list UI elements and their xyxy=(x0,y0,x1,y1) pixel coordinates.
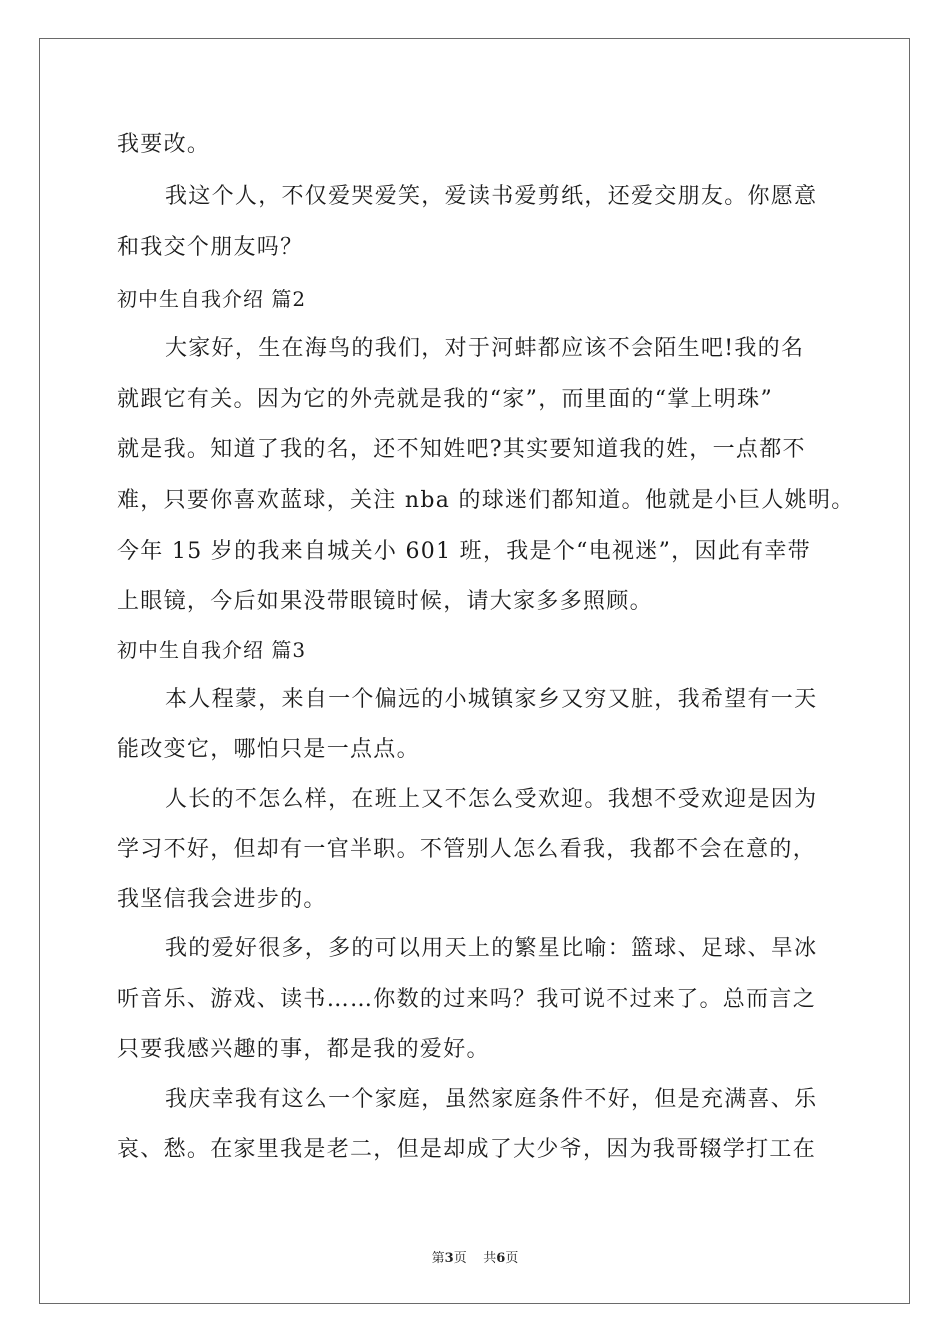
text-line: 只要我感兴趣的事，都是我的爱好。 xyxy=(117,1037,490,1062)
text-line: 大家好，生在海鸟的我们，对于河蚌都应该不会陌生吧!我的名 xyxy=(165,336,805,361)
text-line: 就是我。知道了我的名，还不知姓吧?其实要知道我的姓，一点都不 xyxy=(117,437,806,462)
text-line: 就跟它有关。因为它的外壳就是我的“家”，而里面的“掌上明珠” xyxy=(117,387,773,412)
text-line: 和我交个朋友吗？ xyxy=(117,235,304,260)
text-line: 今年 15 岁的我来自城关小 601 班，我是个“电视迷”，因此有幸带 xyxy=(117,539,811,564)
text-line: 人长的不怎么样，在班上又不怎么受欢迎。我想不受欢迎是因为 xyxy=(165,787,818,812)
text-line: 哀、愁。在家里我是老二，但是却成了大少爷，因为我哥辍学打工在 xyxy=(117,1137,817,1162)
text-line: 本人程蒙，来自一个偏远的小城镇家乡又穷又脏，我希望有一天 xyxy=(165,687,818,712)
text-line: 能改变它，哪怕只是一点点。 xyxy=(117,737,420,762)
text-line: 我庆幸我有这么一个家庭，虽然家庭条件不好，但是充满喜、乐 xyxy=(165,1087,818,1112)
section-heading: 初中生自我介绍 篇2 xyxy=(117,287,307,311)
total-prefix: 共 xyxy=(483,1251,497,1266)
text-line: 我这个人，不仅爱哭爱笑，爱读书爱剪纸，还爱交朋友。你愿意 xyxy=(165,184,818,209)
text-line: 我的爱好很多，多的可以用天上的繁星比喻：篮球、足球、旱冰 xyxy=(165,936,818,961)
page-prefix: 第 xyxy=(431,1251,445,1266)
text-line: 我要改。 xyxy=(117,132,211,157)
total-page-number: 6 xyxy=(496,1251,506,1266)
text-line: 我坚信我会进步的。 xyxy=(117,887,327,912)
text-line: 难，只要你喜欢蓝球，关注 nba 的球迷们都知道。他就是小巨人姚明。 xyxy=(117,488,855,513)
text-line: 上眼镜，今后如果没带眼镜时候，请大家多多照顾。 xyxy=(117,589,653,614)
text-line: 听音乐、游戏、读书……你数的过来吗？我可说不过来了。总而言之 xyxy=(117,987,817,1012)
section-heading: 初中生自我介绍 篇3 xyxy=(117,638,307,662)
current-page-number: 3 xyxy=(444,1251,454,1266)
text-line: 学习不好，但却有一官半职。不管别人怎么看我，我都不会在意的， xyxy=(117,837,817,862)
total-suffix: 页 xyxy=(505,1251,519,1266)
page-footer xyxy=(0,1247,950,1266)
page-suffix: 页 xyxy=(453,1251,467,1266)
